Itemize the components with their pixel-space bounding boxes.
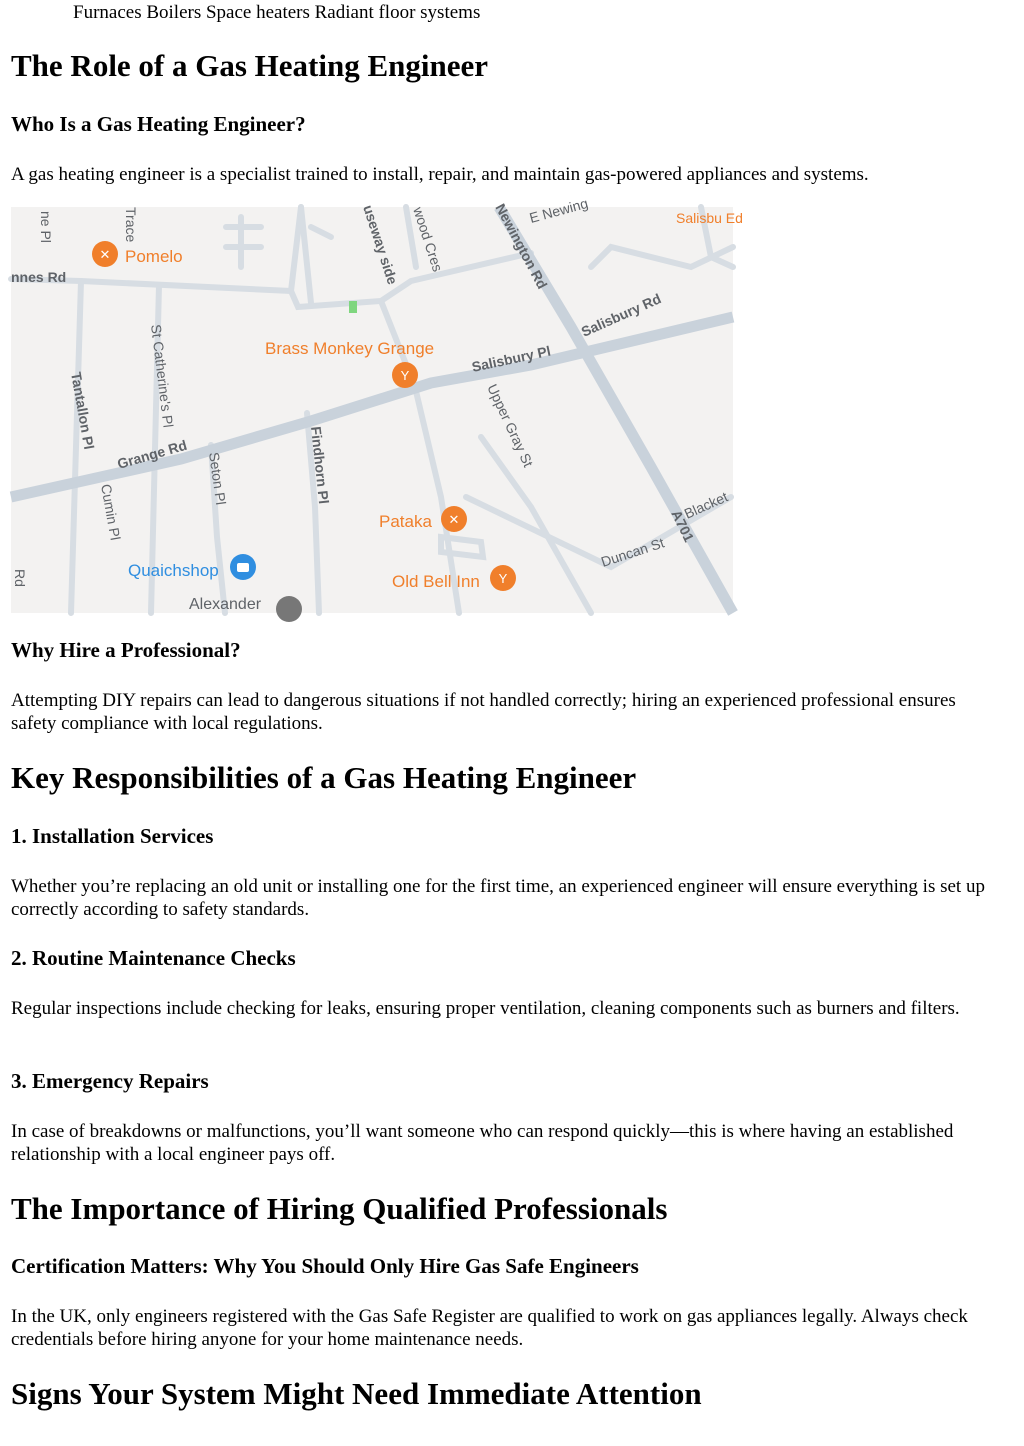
heading-certification: Certification Matters: Why You Should Only Hire Gas Safe Engineers (11, 1254, 639, 1278)
svg-text:✕: ✕ (99, 247, 111, 262)
paragraph-why: Attempting DIY repairs can lead to dangerous situations if not handled correctly; hiring an experienced professional ensures safety compliance with local regulations. (11, 690, 956, 734)
street-ne-pl: ne Pl (38, 211, 54, 243)
street-salisbury-pl: Salisbury Pl (470, 342, 553, 375)
heading-key: Key Responsibilities of a Gas Heating Engineer (11, 760, 637, 795)
street-newington: Newington Rd (492, 200, 551, 292)
street-a701: A701 (668, 507, 698, 545)
place-icon (276, 596, 302, 622)
park-icon (349, 301, 357, 313)
heading-maintenance: 2. Routine Maintenance Checks (11, 946, 296, 970)
street-seton: Seton Pl (206, 451, 230, 506)
street-duncan: Duncan St (598, 534, 667, 570)
intro-line: Furnaces Boilers Space heaters Radiant floor systems (73, 2, 481, 23)
svg-text:Y: Y (498, 571, 508, 586)
paragraph-certification: In the UK, only engineers registered with the Gas Safe Register are qualified to work on gas appliances legally. Always check credentials before hiring anyone for your home maintenance needs. (11, 1306, 968, 1350)
heading-signs: Signs Your System Might Need Immediate Attention (11, 1376, 702, 1411)
poi-alexander[interactable] (189, 596, 302, 622)
street-trace: Trace (123, 207, 139, 243)
street-st-catherines: St Catherine's Pl (148, 323, 177, 429)
street-findhorn: Findhorn Pl (308, 425, 333, 505)
street-causewayside: useway side (360, 202, 401, 287)
street-upper-gray: Upper Gray St (484, 381, 537, 470)
svg-text:✕: ✕ (448, 512, 460, 527)
poi-pataka-label: Pataka (379, 512, 432, 531)
heading-why: Why Hire a Professional? (11, 638, 241, 662)
street-e-newington: E Newing (527, 194, 590, 226)
street-salisbury-ed: Salisbu Ed (676, 210, 743, 226)
street-salisbury-rd: Salisbury Rd (578, 290, 664, 340)
poi-pomelo-label: Pomelo (125, 247, 183, 266)
map-canvas[interactable] (11, 194, 743, 613)
paragraph-installation: Whether you’re replacing an old unit or installing one for the first time, an experienced engineer will ensure everything is set up correctly according to safety standards. (11, 876, 985, 920)
street-blacket: Blacket (681, 488, 731, 522)
heading-emergency: 3. Emergency Repairs (11, 1069, 209, 1093)
street-tantallon: Tantallon Pl (68, 370, 98, 451)
street-grange-rd: Grange Rd (115, 436, 189, 472)
poi-alexander-label: Alexander (189, 596, 262, 613)
street-rd-edge: Rd (12, 569, 28, 587)
poi-quaichshop-label: Quaichshop (128, 561, 219, 580)
poi-old-bell-label: Old Bell Inn (392, 572, 480, 591)
poi-brass-monkey-label: Brass Monkey Grange (265, 339, 435, 358)
paragraph-maintenance: Regular inspections include checking for leaks, ensuring proper ventilation, cleaning components such as burners and filters. (11, 998, 960, 1019)
map[interactable] (11, 194, 743, 613)
svg-text:Y: Y (400, 368, 410, 383)
heading-importance: The Importance of Hiring Qualified Professionals (11, 1191, 668, 1226)
street-nnes-rd: nnes Rd (11, 269, 67, 285)
heading-who: Who Is a Gas Heating Engineer? (11, 112, 306, 136)
heading-role: The Role of a Gas Heating Engineer (11, 48, 489, 83)
paragraph-who: A gas heating engineer is a specialist trained to install, repair, and maintain gas-powered appliances and systems. (11, 164, 869, 185)
heading-installation: 1. Installation Services (11, 824, 214, 848)
street-cumin: Cumin Pl (98, 482, 124, 542)
street-wood-cres: wood Cres (410, 204, 447, 274)
paragraph-emergency: In case of breakdowns or malfunctions, you’ll want someone who can respond quickly—this is where having an established relationship with a local engineer pays off. (11, 1121, 954, 1165)
